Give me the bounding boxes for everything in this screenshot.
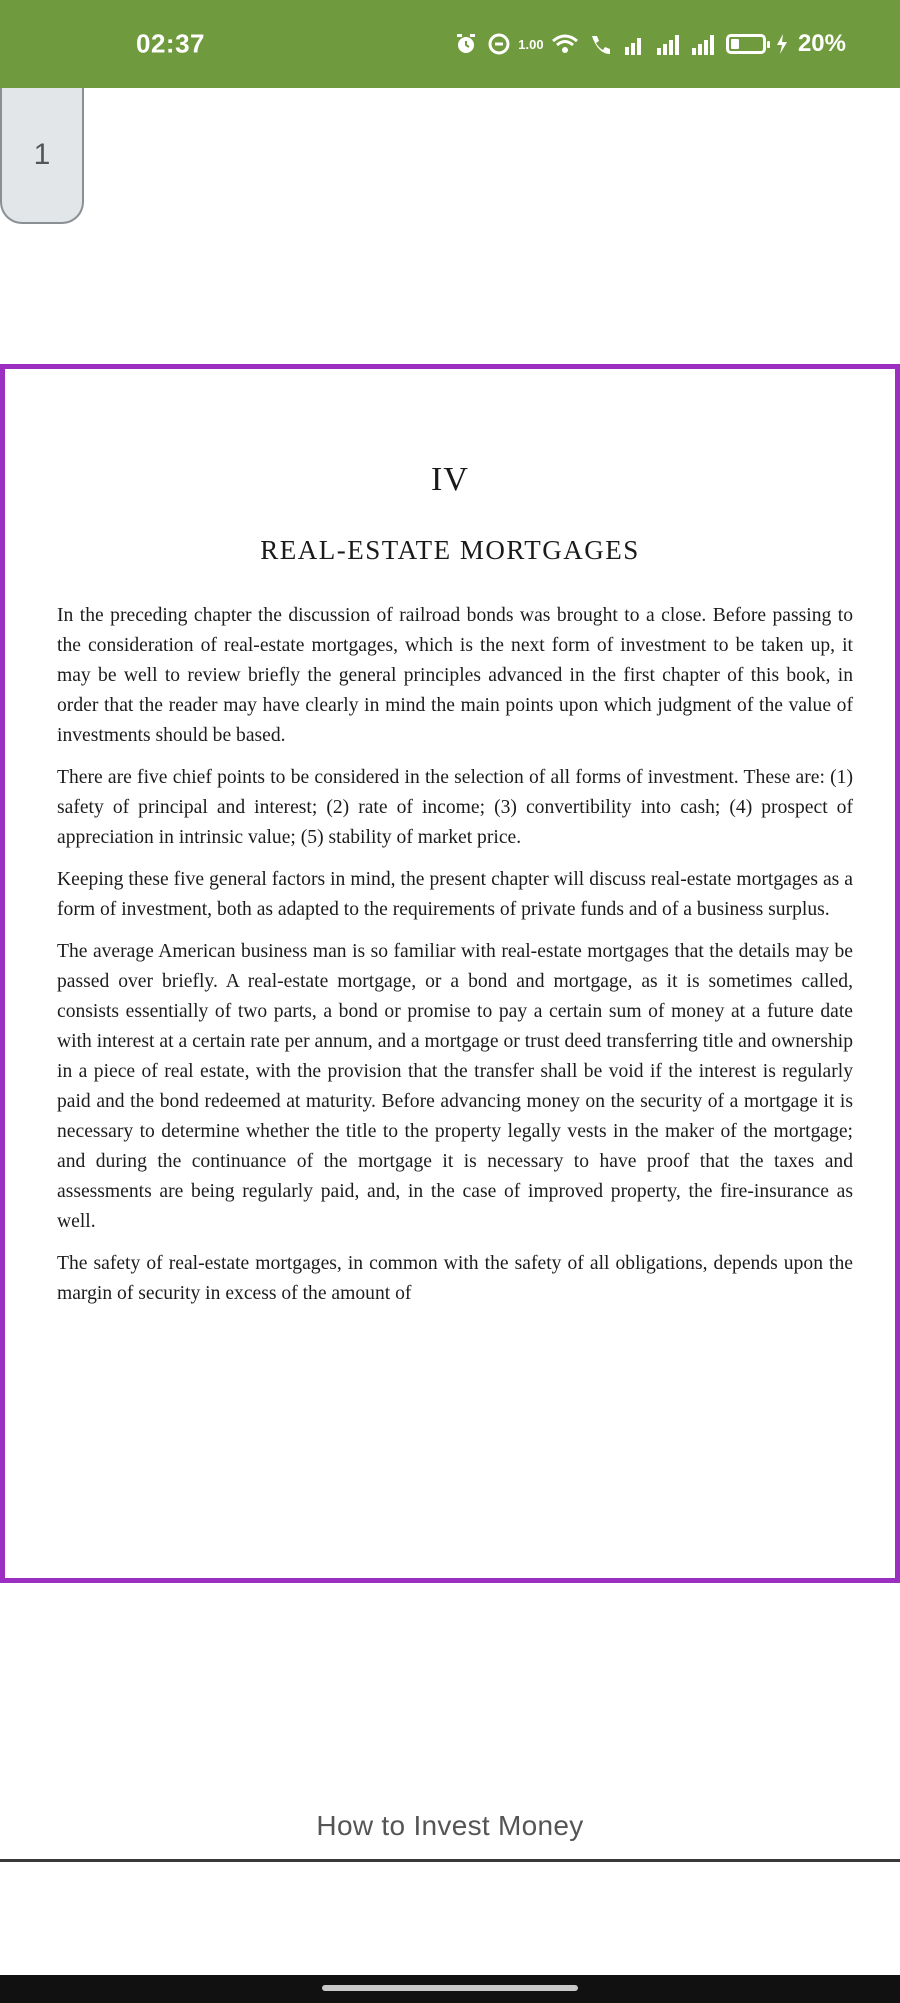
page-number: 1 xyxy=(33,138,51,171)
signal-icon xyxy=(656,30,682,58)
paragraph: Keeping these five general factors in mind, the present chapter will discuss real-estate mortgages as a form of investment, both as adapted to the requirements of private funds and of a business surplus. xyxy=(57,869,853,920)
alarm-icon xyxy=(454,30,478,58)
do-not-disturb-icon xyxy=(487,30,511,58)
status-time: 02:37 xyxy=(136,28,205,59)
home-indicator[interactable] xyxy=(322,1985,578,1991)
call-icon xyxy=(588,30,614,58)
battery-percent: 20% xyxy=(797,30,846,57)
chapter-title: REAL-ESTATE MORTGAGES xyxy=(260,535,640,565)
page-number-indicator[interactable] xyxy=(0,88,84,224)
footer-divider xyxy=(0,1859,900,1862)
wifi-icon xyxy=(551,30,579,58)
paragraph: The safety of real-estate mortgages, in common with the safety of all obligations, depends upon the margin of security in excess of the amount of xyxy=(57,1253,853,1304)
paragraph: There are five chief points to be considered in the selection of all forms of investment. These are: (1) safety of principal and interest; (2) rate of income; (3) convertibility into cash; (4) prospect of appreciation in intrinsic value; (5) stability of market price. xyxy=(57,767,853,848)
paragraph: The average American business man is so familiar with real-estate mortgages that the details may be passed over briefly. A real-estate mortgage, or a bond and mortgage, as it is sometimes called, consists essentially of two parts, a bond or promise to pay a certain sum of money at a future date with interest at a certain rate per annum, and a mortgage or trust deed transferring title and ownership in a piece of real estate, with the provision that the transfer shall be void if the interest is regularly paid and the bond redeemed at maturity. Before advancing money on the security of a mortgage it is necessary to determine whether the title to the property legally vests in the maker of the mortgage; and during the continuance of the mortgage it is necessary to have proof that the taxes and assessments are being regularly paid, and, in the case of improved property, the fire-insurance as well. xyxy=(57,941,853,1232)
book-page[interactable] xyxy=(0,364,900,1583)
book-title: How to Invest Money xyxy=(316,1810,584,1841)
chapter-body xyxy=(57,601,853,1321)
battery-icon xyxy=(726,30,766,58)
charging-icon xyxy=(775,30,789,58)
chapter-number: IV xyxy=(431,461,469,498)
status-icons xyxy=(454,30,846,58)
navigation-bar xyxy=(0,1975,900,2003)
paragraph: In the preceding chapter the discussion of railroad bonds was brought to a close. Before passing to the consideration of real-estate mortgages, which is the next form of investment to be taken up, it may be well to review briefly the general principles advanced in the first chapter of this book, in order that the reader may have clearly in mind the main points upon which judgment of the value of investments should be based. xyxy=(57,605,853,746)
data-speed-icon: 1.00 xyxy=(518,36,544,52)
signal-icon xyxy=(623,30,647,58)
signal-icon xyxy=(691,30,717,58)
status-bar xyxy=(0,0,900,88)
